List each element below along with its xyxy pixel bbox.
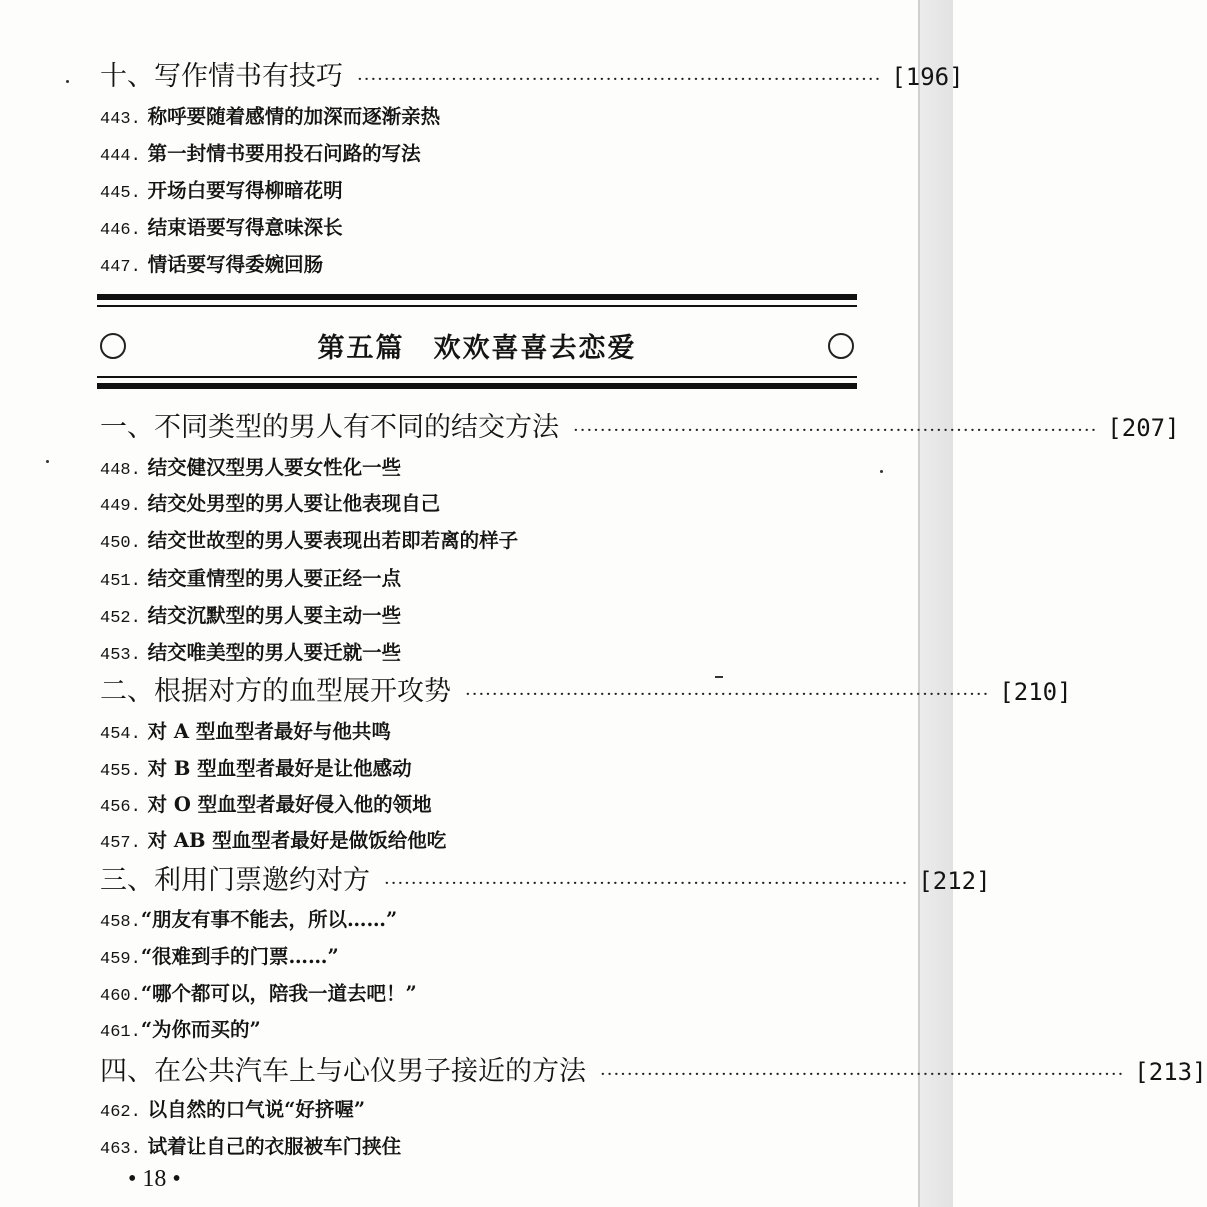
toc-item — [100, 141, 421, 170]
section-title: 一、不同类型的男人有不同的结交方法 — [100, 412, 559, 443]
item-number: 450. — [100, 534, 141, 553]
toc-item — [100, 719, 391, 748]
item-number: 453. — [100, 646, 141, 665]
item-text: 结束语要写得意味深长 — [147, 216, 343, 239]
dot-leader: ·············································································· — [465, 684, 990, 705]
toc-item — [100, 491, 440, 520]
item-number: 454. — [100, 725, 141, 744]
item-text: 第一封情书要用投石问路的写法 — [147, 142, 421, 165]
toc-item — [100, 215, 343, 244]
toc-item — [100, 756, 412, 785]
scan-speck — [715, 676, 723, 678]
toc-item — [100, 455, 401, 484]
item-number: 461. — [100, 1023, 141, 1042]
toc-item — [100, 528, 518, 557]
item-number: 444. — [100, 147, 141, 166]
dot-leader: ·············································································· — [600, 1064, 1125, 1085]
dot-leader: ·············································································· — [357, 69, 882, 90]
item-number: 463. — [100, 1140, 141, 1159]
item-number: 455. — [100, 762, 141, 781]
item-text: “为你而买的” — [140, 1018, 261, 1041]
page-number-footer: • 18 • — [128, 1166, 181, 1192]
item-number: 456. — [100, 798, 141, 817]
toc-item — [100, 944, 339, 973]
toc-item — [100, 828, 446, 857]
banner-rule-thin-top — [97, 305, 857, 307]
toc-item — [100, 252, 323, 281]
toc-item — [100, 1097, 365, 1126]
toc-item — [100, 603, 401, 632]
item-text: 称呼要随着感情的加深而逐渐亲热 — [147, 105, 441, 128]
item-text: 以自然的口气说“好挤喔” — [147, 1098, 366, 1121]
section-page-number: [212] — [918, 867, 991, 895]
toc-section-heading — [100, 411, 1180, 448]
toc-item — [100, 104, 440, 133]
page-edge-shadow — [918, 0, 953, 1207]
toc-item — [100, 566, 401, 595]
section-title: 四、在公共汽车上与心仪男子接近的方法 — [100, 1056, 586, 1087]
toc-item — [100, 1017, 261, 1046]
item-number: 459. — [100, 950, 141, 969]
item-text: 试着让自己的衣服被车门挟住 — [147, 1135, 402, 1158]
toc-item — [100, 1134, 401, 1163]
item-number: 458. — [100, 913, 141, 932]
dot-leader: ·············································································· — [573, 420, 1098, 441]
item-text: 对 A 型血型者最好与他共鸣 — [147, 720, 391, 743]
toc-item — [100, 981, 417, 1010]
toc-section-heading — [100, 60, 964, 97]
item-text: 结交健汉型男人要女性化一些 — [147, 456, 402, 479]
item-text: 结交唯美型的男人要迁就一些 — [147, 641, 402, 664]
scan-speck — [66, 80, 69, 83]
item-number: 460. — [100, 987, 141, 1006]
dot-leader: ·············································································· — [384, 873, 909, 894]
banner-rule-thick-top — [97, 294, 857, 300]
section-title: 二、根据对方的血型展开攻势 — [100, 676, 451, 707]
scan-speck — [880, 470, 883, 473]
item-number: 447. — [100, 258, 141, 277]
item-number: 457. — [100, 834, 141, 853]
item-number: 451. — [100, 572, 141, 591]
item-number: 448. — [100, 461, 141, 480]
item-number: 449. — [100, 497, 141, 516]
toc-item — [100, 178, 343, 207]
section-page-number: [196] — [891, 63, 964, 91]
section-page-number: [210] — [999, 678, 1072, 706]
toc-section-heading — [100, 675, 1072, 712]
item-text: 对 AB 型血型者最好是做饭给他吃 — [147, 829, 447, 852]
toc-item — [100, 792, 432, 821]
part-title: 第五篇 欢欢喜喜去恋爱 — [317, 333, 637, 364]
section-page-number: [207] — [1107, 414, 1180, 442]
section-title: 三、利用门票邀约对方 — [100, 865, 370, 896]
section-page-number: [213] — [1134, 1058, 1207, 1086]
item-text: 结交沉默型的男人要主动一些 — [147, 604, 402, 627]
item-number: 443. — [100, 110, 141, 129]
toc-item — [100, 640, 401, 669]
item-text: 对 B 型血型者最好是让他感动 — [147, 757, 412, 780]
section-title: 十、写作情书有技巧 — [100, 61, 343, 92]
item-text: “朋友有事不能去，所以……” — [140, 908, 398, 931]
scan-speck — [46, 460, 49, 463]
item-text: “很难到手的门票……” — [140, 945, 339, 968]
item-text: 情话要写得委婉回肠 — [147, 253, 324, 276]
toc-section-heading — [100, 864, 991, 901]
item-number: 445. — [100, 184, 141, 203]
circle-ornament-right — [828, 333, 854, 359]
item-text: “哪个都可以，陪我一道去吧！” — [140, 982, 417, 1005]
toc-section-heading — [100, 1055, 1207, 1092]
item-text: 结交重情型的男人要正经一点 — [147, 567, 402, 590]
item-number: 446. — [100, 221, 141, 240]
banner-rule-thin-bottom — [97, 376, 857, 378]
item-text: 结交处男型的男人要让他表现自己 — [147, 492, 441, 515]
item-number: 452. — [100, 609, 141, 628]
item-number: 462. — [100, 1103, 141, 1122]
toc-item — [100, 907, 397, 936]
item-text: 对 O 型血型者最好侵入他的领地 — [147, 793, 432, 816]
part-banner — [97, 318, 857, 372]
item-text: 结交世故型的男人要表现出若即若离的样子 — [147, 529, 519, 552]
item-text: 开场白要写得柳暗花明 — [147, 179, 343, 202]
banner-rule-thick-bottom — [97, 383, 857, 389]
